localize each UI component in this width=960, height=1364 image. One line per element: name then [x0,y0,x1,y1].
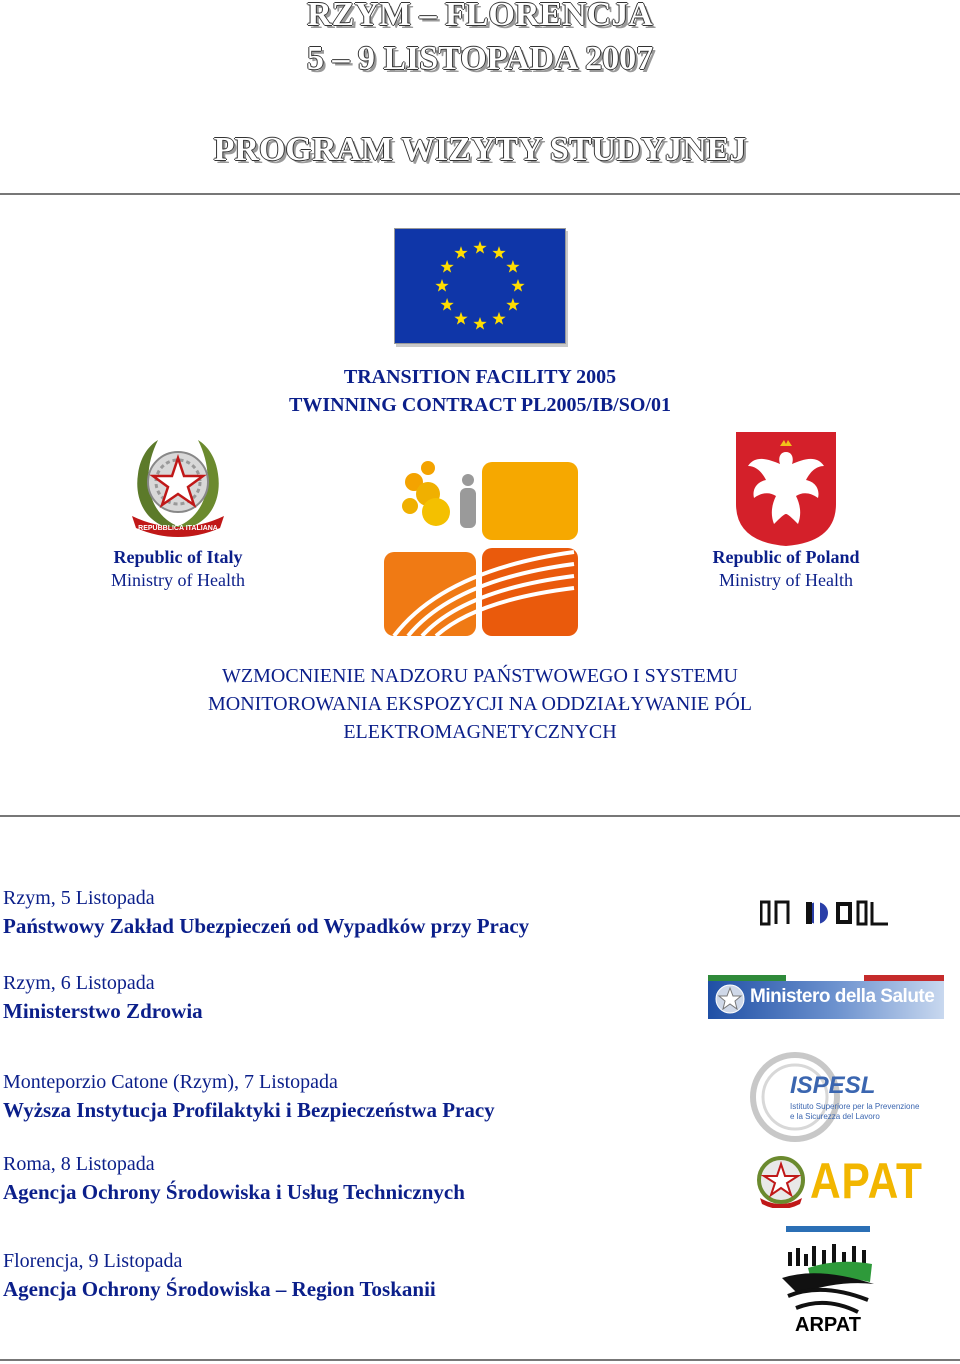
eu-star-icon [440,298,453,311]
apat-logo [756,1153,923,1209]
italy-country: Republic of Italy [113,547,243,567]
title-line-2: 5 – 9 LISTOPADA 2007 [306,40,654,77]
subject-line-2: MONITOROWANIA EKSPOZYCJI NA ODDZIAŁYWANIE PÓL [207,693,753,715]
project-line-2: TWINNING CONTRACT PL2005/IB/SO/01 [289,394,671,416]
ispesl-subtitle-2: e la Sicurezza del Lavoro [790,1112,880,1121]
arpat-logo-text: ARPAT [795,1314,861,1336]
schedule-institution-4: Agencja Ochrony Środowiska i Usług Technicznych [3,1180,465,1204]
subject-line-3: ELEKTROMAGNETYCZNYCH [343,721,617,743]
schedule-place-5: Florencja, 9 Listopada [3,1250,183,1272]
eu-star-icon [492,312,505,325]
schedule-place-4: Roma, 8 Listopada [3,1153,155,1175]
eu-star-icon [454,312,467,325]
divider-middle [0,815,960,817]
ministero-salute-logo [708,975,944,1019]
schedule-institution-3: Wyższa Instytucja Profilaktyki i Bezpieczeństwa Pracy [3,1098,495,1122]
divider-bottom [0,1359,960,1361]
inail-logo-icon [760,900,890,926]
title-line-3: PROGRAM WIZYTY STUDYJNEJ [213,131,747,168]
eu-star-icon [454,246,467,259]
eu-star-icon [473,241,486,254]
emblem-ribbon-text: REPUBBLICA ITALIANA [138,525,218,532]
eu-star-icon [506,298,519,311]
polish-emblem-icon [736,432,836,546]
project-line-1: TRANSITION FACILITY 2005 [343,366,617,388]
italian-star-icon [714,983,746,1015]
poland-country: Republic of Poland [712,547,860,567]
italian-emblem-icon [128,434,228,538]
subject-line-1: WZMOCNIENIE NADZORU PAŃSTWOWEGO I SYSTEMU [222,665,738,687]
schedule-place-3: Monteporzio Catone (Rzym), 7 Listopada [3,1071,338,1093]
eu-flag-icon [394,228,566,344]
eu-star-icon [435,279,448,292]
eu-star-icon [506,260,519,273]
apat-emblem-icon [756,1154,806,1208]
eu-star-icon [473,317,486,330]
project-logo-icon [384,460,580,638]
schedule-institution-2: Ministerstwo Zdrowia [3,999,203,1023]
poland-ministry: Ministry of Health [719,570,853,590]
divider-top [0,193,960,195]
schedule-institution-5: Agencja Ochrony Środowiska – Region Toskanii [3,1277,436,1301]
ministero-logo-text: Ministero della Salute [750,986,935,1007]
eu-star-icon [440,260,453,273]
apat-logo-text: APAT [810,1153,923,1209]
arpat-logo [778,1224,878,1342]
arpat-landscape-icon [778,1224,878,1316]
schedule-institution-1: Państwowy Zakład Ubezpieczeń od Wypadków przy Pracy [3,914,530,938]
eu-star-icon [511,279,524,292]
title-line-1: RZYM – FLORENCJA [307,0,653,33]
ispesl-logo [750,1050,920,1144]
ispesl-subtitle-1: Istituto Superiore per la Prevenzione [790,1102,920,1111]
italy-ministry: Ministry of Health [111,570,245,590]
ispesl-logo-text: ISPESL [790,1072,876,1099]
eu-star-icon [492,246,505,259]
schedule-place-2: Rzym, 6 Listopada [3,972,155,994]
schedule-place-1: Rzym, 5 Listopada [3,887,155,909]
